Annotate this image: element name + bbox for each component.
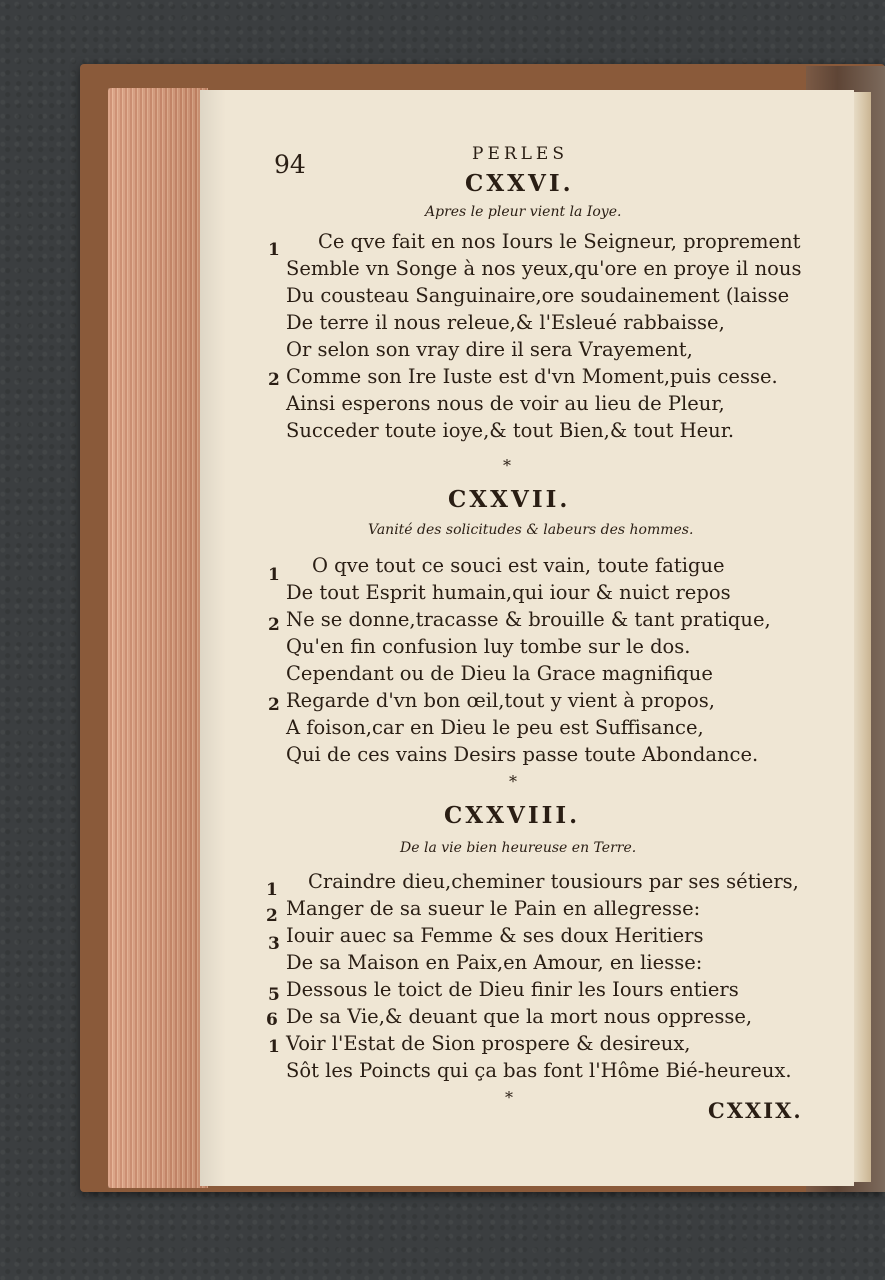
margin-number: 6: [266, 1010, 278, 1030]
margin-number: 2: [268, 615, 280, 635]
verse-line: Craindre dieu,cheminer tousiours par ses sétiers,: [308, 870, 799, 893]
section-heading: CXXVI.: [465, 170, 574, 197]
verse-line: Dessous le toict de Dieu finir les Iours entiers: [286, 978, 739, 1001]
verse-line: De sa Vie,& deuant que la mort nous oppresse,: [286, 1005, 753, 1028]
section-heading: CXXVIII.: [444, 802, 581, 829]
verse-line: Comme son Ire Iuste est d'vn Moment,puis cesse.: [286, 365, 778, 388]
margin-number: 1: [268, 565, 280, 585]
ornament-asterisk: *: [509, 772, 517, 791]
verse-line: Voir l'Estat de Sion prospere & desireux,: [286, 1032, 691, 1055]
facing-page-edge: [852, 92, 871, 1182]
verse-line: Succeder toute ioye,& tout Bien,& tout Heur.: [286, 419, 735, 442]
verse-line: Manger de sa sueur le Pain en allegresse:: [286, 897, 701, 920]
ornament-asterisk: *: [503, 456, 511, 475]
verse-line: Du cousteau Sanguinaire,ore soudainement (laisse: [286, 284, 790, 307]
margin-number: 1: [266, 880, 278, 900]
margin-number: 1: [268, 240, 280, 260]
verse-line: Cependant ou de Dieu la Grace magnifique: [286, 662, 713, 685]
margin-number: 1: [268, 1037, 280, 1057]
verse-line: Or selon son vray dire il sera Vrayement,: [286, 338, 693, 361]
verse-line: Ainsi esperons nous de voir au lieu de Pleur,: [286, 392, 725, 415]
verse-line: Qui de ces vains Desirs passe toute Abondance.: [286, 743, 759, 766]
margin-number: 3: [268, 934, 280, 954]
verse-line: Sôt les Poincts qui ça bas font l'Hôme Bié-heureux.: [286, 1059, 792, 1082]
verse-line: De tout Esprit humain,qui iour & nuict repos: [286, 581, 731, 604]
margin-number: 5: [268, 985, 280, 1005]
verse-line: Ce qve fait en nos Iours le Seigneur, proprement: [318, 230, 801, 253]
running-head: PERLES: [472, 144, 568, 164]
verse-line: Qu'en fin confusion luy tombe sur le dos.: [286, 635, 691, 658]
section-subtitle: Apres le pleur vient la Ioye.: [425, 204, 622, 220]
catchword: CXXIX.: [708, 1098, 803, 1123]
verse-line: Semble vn Songe à nos yeux,qu'ore en proye il nous: [286, 257, 802, 280]
verse-line: O qve tout ce souci est vain, toute fatigue: [312, 554, 725, 577]
margin-number: 2: [266, 906, 278, 926]
page-number: 94: [274, 150, 306, 179]
verse-line: Regarde d'vn bon œil,tout y vient à propos,: [286, 689, 715, 712]
book-page: [200, 90, 854, 1186]
ornament-asterisk: *: [505, 1088, 513, 1107]
page-edges: [108, 88, 208, 1188]
verse-line: Iouir auec sa Femme & ses doux Heritiers: [286, 924, 704, 947]
verse-line: A foison,car en Dieu le peu est Suffisance,: [286, 716, 704, 739]
section-subtitle: De la vie bien heureuse en Terre.: [400, 840, 637, 856]
margin-number: 2: [268, 370, 280, 390]
verse-line: De terre il nous releue,& l'Esleué rabbaisse,: [286, 311, 725, 334]
margin-number: 2: [268, 695, 280, 715]
section-heading: CXXVII.: [448, 486, 571, 513]
section-subtitle: Vanité des solicitudes & labeurs des hommes.: [368, 522, 694, 538]
verse-line: Ne se donne,tracasse & brouille & tant pratique,: [286, 608, 771, 631]
verse-line: De sa Maison en Paix,en Amour, en liesse:: [286, 951, 703, 974]
